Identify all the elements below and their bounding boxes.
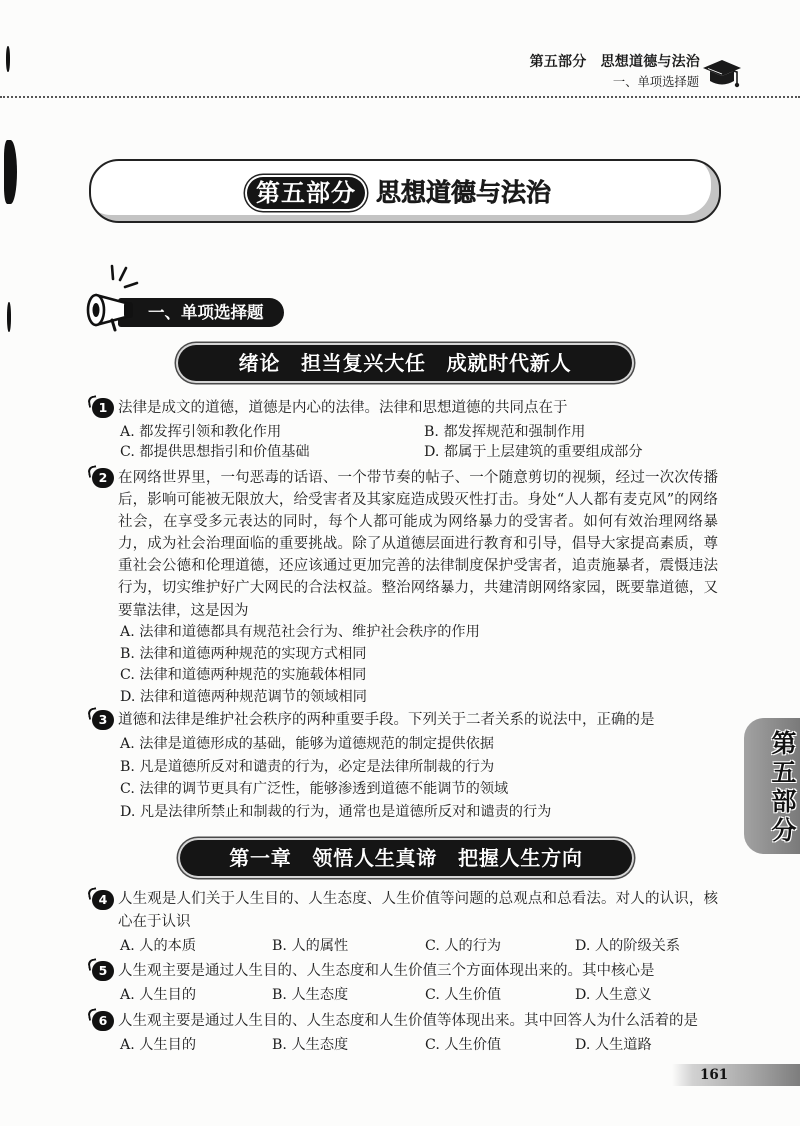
question-number-badge: 1 [92, 398, 114, 418]
scan-artifact [7, 302, 11, 332]
part-title-banner [89, 159, 721, 223]
option-d: D. 法律和道德两种规范调节的领域相同 [120, 689, 367, 706]
megaphone-icon [82, 262, 146, 332]
side-tab-label: 第五部分 [768, 730, 797, 846]
option-b: B. 都发挥规范和强制作用 [424, 424, 586, 440]
scan-artifact [6, 46, 10, 72]
option-d: D. 凡是法律所禁止和制裁的行为，通常也是道德所反对和谴责的行为 [120, 803, 552, 820]
question-stem: 法律是成文的道德，道德是内心的法律。法律和思想道德的共同点在于 [118, 400, 568, 416]
question-5 [88, 960, 720, 1003]
header-section-title: 一、单项选择题 [612, 75, 699, 89]
question-number-badge: 4 [92, 890, 114, 910]
option-c: C. 法律和道德两种规范的实施载体相同 [120, 667, 367, 684]
question-stem: 在网络世界里，一句恶毒的话语、一个带节奏的帖子、一个随意剪切的视频，经过一次次传播后，影响可能被无限放大，给受害者及其家庭造成毁灭性打击。身处“人人都有麦克风”的网络社会，在享受多元表达的同时，每个人都可能成为网络暴力的受害者。如何有效治理网络暴力，成为社会治理面临的重要挑战。除了从道德层面进行教育和引导，倡导大家提高素质，尊重社会公德和伦理道德，还应该通过更加完善的法律制度保护受害者，追责施暴者，震慑违法行为，切实维护好广大网民的合法权益。整治网络暴力，共建清朗网络家园，既要靠道德，又要靠法律，这是因为 [118, 470, 718, 619]
option-b: B. 人生态度 [272, 987, 349, 1003]
option-c: C. 人生价值 [425, 987, 502, 1003]
question-1 [88, 397, 720, 460]
option-a: A. 人生目的 [120, 1037, 197, 1053]
option-list [120, 422, 720, 462]
option-list [120, 935, 715, 957]
header-part-title: 第五部分 思想道德与法治 [529, 54, 700, 70]
option-list [120, 1034, 715, 1056]
option-b: B. 人的属性 [272, 938, 349, 954]
option-c: C. 法律的调节更具有广泛性，能够渗透到道德不能调节的领域 [120, 781, 509, 798]
scan-artifact [4, 140, 17, 204]
option-list [120, 984, 715, 1006]
option-list [120, 622, 720, 709]
chapter-banner-1: 第一章 领悟人生真谛 把握人生方向 [180, 840, 632, 876]
option-list [120, 733, 720, 823]
option-d: D. 都属于上层建筑的重要组成部分 [424, 444, 643, 460]
option-a: A. 都发挥引领和教化作用 [120, 424, 282, 440]
question-4 [88, 888, 720, 954]
question-number-badge: 2 [92, 468, 114, 488]
question-number-badge: 5 [92, 961, 114, 981]
part-label-pill: 第五部分 [245, 175, 367, 211]
section-label: 一、单项选择题 [148, 303, 264, 322]
question-6 [88, 1010, 720, 1053]
chapter-banner-intro: 绪论 担当复兴大任 成就时代新人 [178, 345, 632, 381]
option-b: B. 凡是道德所反对和谴责的行为，必定是法律所制裁的行为 [120, 758, 495, 775]
question-number-badge: 6 [92, 1011, 114, 1031]
question-number-badge: 3 [92, 710, 114, 730]
option-c: C. 人生价值 [425, 1037, 502, 1053]
header-dotted-rule [0, 96, 800, 98]
option-b: B. 法律和道德两种规范的实现方式相同 [120, 645, 367, 662]
option-d: D. 人生道路 [575, 1037, 652, 1053]
question-stem: 人生观主要是通过人生目的、人生态度和人生价值等体现出来。其中回答人为什么活着的是 [118, 1013, 698, 1029]
side-thumb-tab [744, 718, 800, 854]
option-d: D. 人的阶级关系 [575, 938, 681, 954]
option-b: B. 人生态度 [272, 1037, 349, 1053]
option-c: C. 都提供思想指引和价值基础 [120, 444, 310, 460]
option-c: C. 人的行为 [425, 938, 502, 954]
option-d: D. 人生意义 [575, 987, 652, 1003]
question-2 [88, 467, 720, 706]
part-subject-title: 思想道德与法治 [376, 178, 552, 207]
question-stem: 人生观是人们关于人生目的、人生态度、人生价值等问题的总观点和总看法。对人的认识，核心在于认识 [118, 891, 718, 930]
question-stem: 道德和法律是维护社会秩序的两种重要手段。下列关于二者关系的说法中，正确的是 [118, 712, 655, 728]
page-number: 161 [700, 1067, 729, 1083]
option-a: A. 法律和道德都具有规范社会行为、维护社会秩序的作用 [120, 624, 480, 640]
option-a: A. 法律是道德形成的基础，能够为道德规范的制定提供依据 [120, 736, 494, 752]
question-stem: 人生观主要是通过人生目的、人生态度和人生价值三个方面体现出来的。其中核心是 [118, 963, 655, 979]
option-a: A. 人生目的 [120, 987, 197, 1003]
option-a: A. 人的本质 [120, 938, 197, 954]
graduation-cap-icon [702, 57, 742, 91]
page-number-bar [672, 1064, 800, 1086]
question-3 [88, 709, 720, 820]
